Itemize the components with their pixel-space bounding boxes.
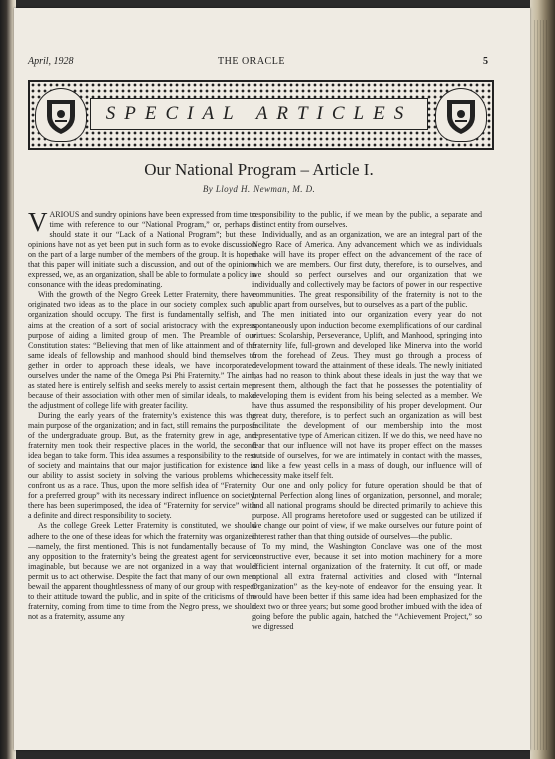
paragraph: With the growth of the Negro Greek Letter Fraternity, there have originated two ideas as to the place in our society complex such an organization should occupy. The first is fundamentally selfish, and aims at the creation of a sort of social aristocracy with the express purpose of aiding a limited group of men. The Preamble of our Constitution states: “Believing that men of like attainment and of the same ideals of fellowship and manhood should bind themselves to gether in order to approach these ideals, we have incorporated ourselves under the name of the Omega Psi Phi Fraternity.” The aim, as stated here is entirely selfish and seeks merely to assist certain men because of their association with other men of similar ideals, to make the adjustment of college life with greater facility. (28, 290, 256, 410)
page-number: 5 (483, 56, 488, 67)
page-edges (534, 20, 548, 750)
paragraph: VARIOUS and sundry opinions have been expressed from time to time with reference to our “National Program,” or, perhaps I should state it our “Lack of a National Program”; but these opinions have not as yet been put in such form as to evoke discussion on the part of a large number of the members of the group. It is hoped that this paper will initiate such a discussion, and out of the opinions expressed, we, as an organization, shall be able to formulate a policy in consonance with the ideas predominating. (28, 210, 256, 290)
paragraph: As the college Greek Letter Fraternity is constituted, we should adhere to the one of these ideas for which the fraternity was organized—namely, the first mentioned. This is not fundamentally because of any opposition to the fraternity’s being the greatest agent for service imaginable, but because we are not organized in a way that would permit us to act otherwise. Despite the fact that many of our own men bewail the apparent thoughtlessness of many of our group with respect to their attitude toward the public, and in spite of the criticisms of the fraternity, coming from time to time from the Negro press, we should not as a fraternity, assume any (28, 521, 256, 621)
paragraph: responsibility to the public, if we mean by the public, a separate and distinct entity from ourselves. (252, 210, 482, 230)
section-title: SPECIAL ARTICLES (105, 103, 413, 124)
paragraph: The men initiated into our organization every year do not spontaneously upon induction become exemplifications of our cardinal virtues: Scolarship, Perseverance, Uplift, and Manhood, springing into fraternity life, full-grown and developed like Minerva into the world from the forehead of Zeus. They must go through a process of development toward the attainment of these ideals. The newly initiated has had no reason to think about these ideals in just the way that we present them, although the fact that he possesses the potentiality of developing them is evident from his being selected as a member. We have thus assumed the responsibility of his proper development. Our great duty, therefore, is to perfect such an organization as will best facilitate the development of our membership into the most representative type of American citizen. If we do this, we need have no fear that our influence will not have its proper effect on the masses outside of ourselves, for we are intimately in contact with the masses, and like a few yeast cells in a mass of dough, our influence will of necessity make itself felt. (252, 310, 482, 481)
article-column-right (252, 210, 482, 740)
issue-date: April, 1928 (28, 56, 74, 67)
article-byline: By Lloyd H. Newman, M. D. (202, 184, 316, 194)
paragraph: Individually, and as an organization, we are an integral part of the Negro Race of America. Any advancement which we as individuals make will have its proper effect on the advancement of the race of which we are members. Our first duty, therefore, is to ourselves, and we should so perfect ourselves and our organization that we individually and collectively may be factors of power in our respective communities. The great responsibility of the fraternity is not to the public apart from ourselves, but to ourselves as a part of the public. (252, 230, 482, 310)
section-banner (28, 80, 494, 150)
paragraph: To my mind, the Washington Conclave was one of the most constructive ever, because it set into motion machinery for a more efficient internal organization of the fraternity. It cut off, or made optional all extra fraternal activities and closed with “Internal Organization” as the key-note of endeavor for the ensuing year. It would have been better if this same idea had been emphasized for the next two or three years; but some good brother imbued with the idea of going before the public again, hatched the “Achievement Project,” so we digressed (252, 541, 482, 631)
fraternity-crest-icon (435, 88, 487, 142)
paragraph: During the early years of the fraternity’s existence this was the main purpose of the organization; and in fact, still remains the purpose of the undergraduate group. But, as the fraternity grew in age, and fraternity men took their respective places in the world, the second idea began to take form. This idea assumes a responsibility to the rest of society and maintains that our major justification for existence is our ability to assist society in solving the various problems which confront us as a race. Thus, upon the more selfish idea of “Fraternity for a preferred group” with its necessary indirect influence on society, there has been superimposed, the idea of “Fraternity for service” with a definite and direct responsibility to society. (28, 410, 256, 521)
magazine-name: THE ORACLE (218, 56, 285, 67)
fraternity-crest-icon (35, 88, 87, 142)
running-header (28, 56, 488, 70)
article-column-left (28, 210, 256, 740)
banner-label-box (90, 98, 428, 130)
drop-cap: V (28, 210, 48, 237)
paragraph: Our one and only policy for future operation should be that of Internal Perfection along lines of organization, personnel, and morale; and all national programs should be directed primarily to achieve this purpose. All programs heretofore used or suggested can be utilized if we change our point of view, if we make ourselves our future point of interest rather than that thing outside of ourselves—the public. (252, 481, 482, 541)
article-title: Our National Program – Article I. (144, 160, 374, 179)
